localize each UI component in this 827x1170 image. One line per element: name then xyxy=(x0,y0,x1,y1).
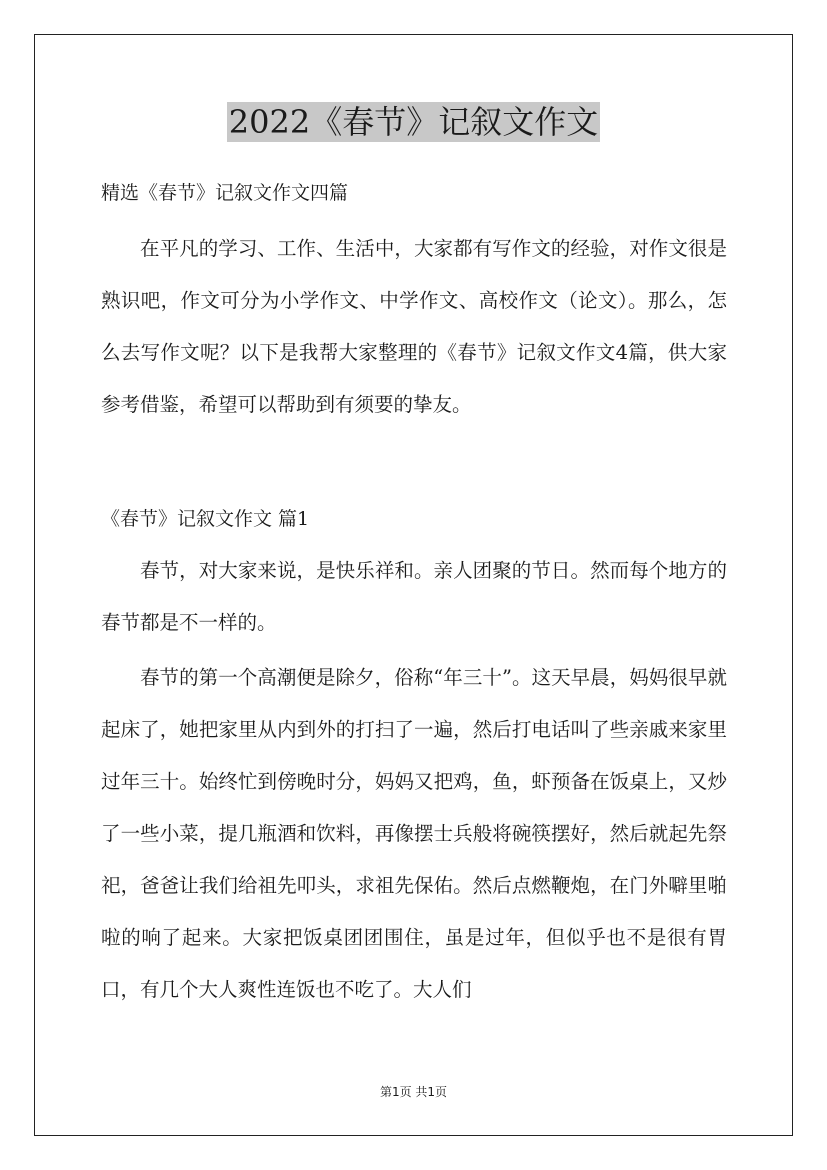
document-title: 2022《春节》记叙文作文 xyxy=(228,103,599,141)
intro-paragraph: 在平凡的学习、工作、生活中，大家都有写作文的经验，对作文很是熟识吧，作文可分为小学作文、中学作文、高校作文（论文）。那么，怎么去写作文呢？以下是我帮大家整理的《春节》记叙文作文4篇，供大家参考借鉴，希望可以帮助到有须要的挚友。 xyxy=(101,237,727,416)
body-paragraph-1: 春节，对大家来说，是快乐祥和。亲人团聚的节日。然而每个地方的春节都是不一样的。 xyxy=(101,559,727,634)
page-footer xyxy=(0,1084,827,1100)
document-subtitle: 精选《春节》记叙文作文四篇 xyxy=(101,182,349,204)
section-heading: 《春节》记叙文作文 篇1 xyxy=(101,508,310,530)
body-paragraph-2: 春节的第一个高潮便是除夕，俗称“年三十”。这天早晨，妈妈很早就起床了，她把家里从内到外的打扫了一遍，然后打电话叫了些亲戚来家里过年三十。始终忙到傍晚时分，妈妈又把鸡，鱼，虾预备在饭桌上，又炒了一些小菜，提几瓶酒和饮料，再像摆士兵般将碗筷摆好，然后就起先祭祀，爸爸让我们给祖先叩头，求祖先保佑。然后点燃鞭炮，在门外噼里啪啦的响了起来。大家把饭桌团团围住，虽是过年，但似乎也不是很有胃口，有几个大人爽性连饭也不吃了。大人们 xyxy=(101,666,727,1001)
page-number: 第1页 共1页 xyxy=(379,1085,448,1099)
document-title-block xyxy=(0,102,827,142)
